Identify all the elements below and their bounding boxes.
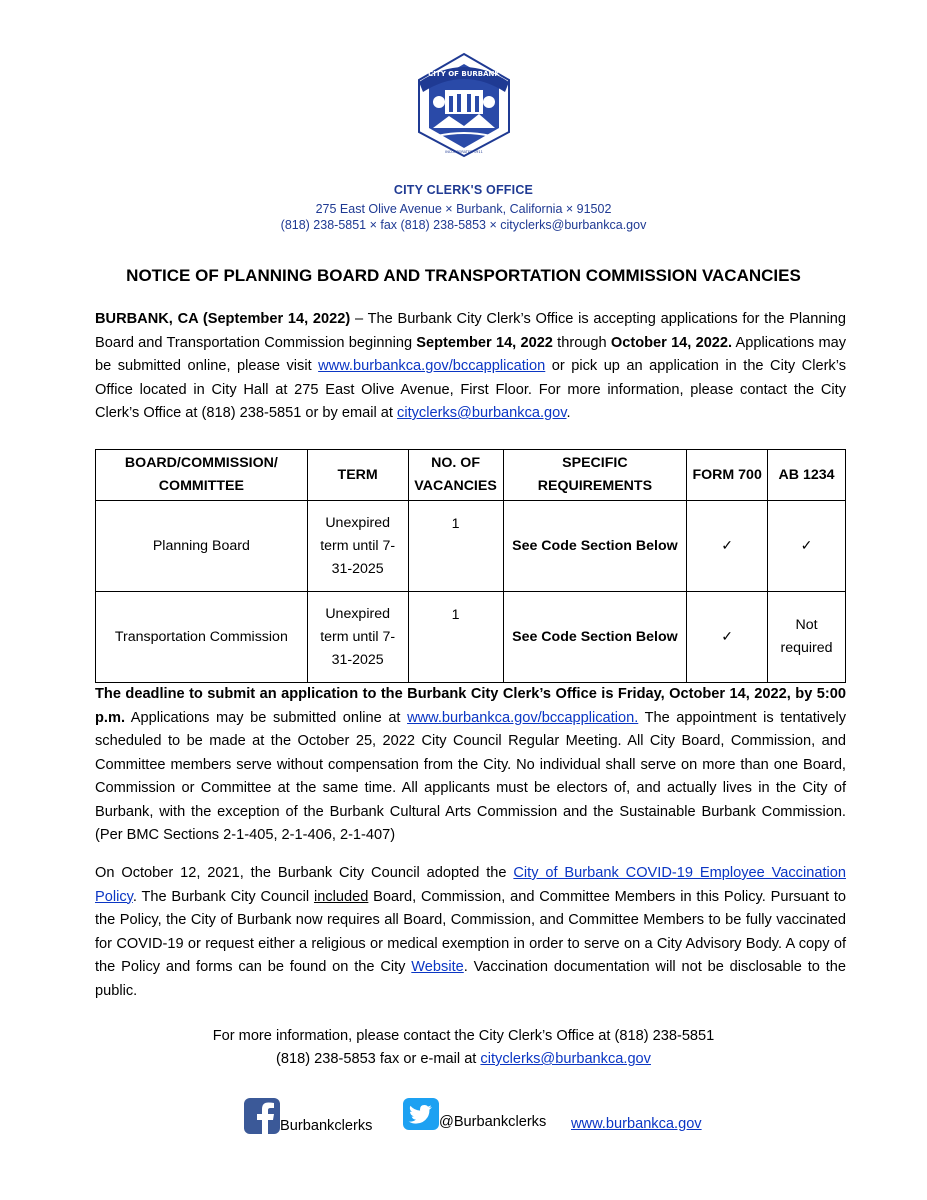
header-term: TERM <box>307 450 408 501</box>
cell-term: Unexpired term until 7-31-2025 <box>307 501 408 592</box>
covid-text-2: . The Burbank City Council <box>132 888 314 905</box>
cell-form700-check: ✓ <box>687 501 768 592</box>
cell-requirements: See Code Section Below <box>503 592 687 683</box>
website-link[interactable]: Website <box>411 959 464 975</box>
intro-text-1: – The Burbank City Clerk’s Office is accepting applications for the Planning Board and Transportation Commission beginning <box>95 311 847 351</box>
application-link[interactable]: www.burbankca.gov/bccapplication. <box>407 709 639 726</box>
covid-text-4: . Vaccination documentation will not be disclosable to the public. <box>95 959 847 999</box>
cell-vacancies: 1 <box>408 501 503 592</box>
twitter-link[interactable] <box>403 1098 546 1138</box>
table-row <box>96 501 846 592</box>
svg-text:CITY OF BURBANK: CITY OF BURBANK <box>428 70 500 78</box>
intro-text-3: Applications may be submitted online, please visit <box>95 334 847 374</box>
header-vacancies: NO. OF VACANCIES <box>408 450 503 501</box>
office-address: 275 East Olive Avenue × Burbank, California × 91502 <box>315 202 612 216</box>
deadline-text-1: Applications may be submitted online at <box>125 709 408 726</box>
clerk-email-link[interactable]: cityclerks@burbankca.gov <box>397 405 567 421</box>
intro-paragraph <box>95 308 846 426</box>
contact-line-1: For more information, please contact the City Clerk’s Office at (818) 238-5851 <box>212 1028 715 1044</box>
twitter-handle: @Burbankclerks <box>439 1114 547 1130</box>
intro-text-5: . <box>566 405 571 421</box>
facebook-icon <box>244 1098 280 1134</box>
covid-paragraph <box>95 862 846 1003</box>
contact-fax-text: (818) 238-5853 fax or e-mail at <box>276 1051 481 1067</box>
city-website-link[interactable]: www.burbankca.gov <box>571 1116 702 1132</box>
covid-text-3: Board, Commission, and Committee Members in this Policy. Pursuant to the Policy, the City of Burbank now requires all Board, Commission, and Committee Members to be fully vaccinated for COVID-19 or request either a religious or medical exemption in order to serve on a City Advisory Body. A copy of the Policy and forms can be found on the City <box>95 888 846 975</box>
cell-ab1234-check: ✓ <box>768 501 846 592</box>
website-footer <box>571 1116 702 1156</box>
office-contact: (818) 238-5851 × fax (818) 238-5853 × cityclerks@burbankca.gov <box>280 218 647 232</box>
twitter-icon <box>403 1098 439 1130</box>
deadline-bold: The deadline to submit an application to the Burbank City Clerk’s Office is Friday, October 14, 2022, by 5:00 p.m. <box>95 686 846 726</box>
facebook-handle: Burbankclerks <box>280 1118 373 1134</box>
header-form700: FORM 700 <box>687 450 768 501</box>
covid-text-1: On October 12, 2021, the Burbank City Council adopted the <box>95 865 514 881</box>
included-word: included <box>313 888 369 905</box>
office-name: CITY CLERK'S OFFICE <box>393 183 534 197</box>
vacancies-table <box>95 449 846 683</box>
deadline-text-2: The appointment is tentatively scheduled to be made at the October 25, 2022 City Council Regular Meeting. All City Board, Commission, and Committee members serve without compensation from the City. No individual shall serve on more than one Board, Commission or Committee at the same time. All applicants must be electors of, and actually lives in the City of Burbank, with the exception of the Burbank Cultural Arts Commission and the Sustainable Burbank Commission. (Per BMC Sections 2-1-405, 2-1-406, 2-1-407) <box>95 709 846 843</box>
notice-title: NOTICE OF PLANNING BOARD AND TRANSPORTATION COMMISSION VACANCIES <box>126 266 801 285</box>
cell-board-name: Planning Board <box>96 501 308 592</box>
table-row <box>96 592 846 683</box>
date-end: October 14, 2022. <box>610 334 733 351</box>
header-ab1234: AB 1234 <box>768 450 846 501</box>
contact-line-2 <box>0 1051 927 1067</box>
deadline-paragraph <box>95 683 846 848</box>
cell-board-name: Transportation Commission <box>96 592 308 683</box>
cell-term: Unexpired term until 7-31-2025 <box>307 592 408 683</box>
intro-text-2: through <box>552 334 611 351</box>
header-board: BOARD/COMMISSION/ COMMITTEE <box>96 450 308 501</box>
application-link[interactable]: www.burbankca.gov/bccapplication <box>318 358 546 374</box>
intro-text-4: or pick up an application in the City Clerk’s Office located in City Hall at 275 East Olive Avenue, First Floor. For more information, please contact the City Clerk’s Office at (818) 238-5851 or by email at <box>95 358 846 421</box>
cell-vacancies: 1 <box>408 592 503 683</box>
dateline: BURBANK, CA (September 14, 2022) <box>95 311 351 327</box>
city-seal-logo <box>415 52 513 158</box>
header-requirements: SPECIFIC REQUIREMENTS <box>503 450 687 501</box>
table-header-row <box>96 450 846 501</box>
cell-requirements: See Code Section Below <box>503 501 687 592</box>
cell-ab1234: Not required <box>768 592 846 683</box>
contact-email-link[interactable]: cityclerks@burbankca.gov <box>480 1051 651 1067</box>
facebook-link[interactable] <box>244 1098 372 1138</box>
date-start: September 14, 2022 <box>416 334 553 351</box>
cell-form700-check: ✓ <box>687 592 768 683</box>
vaccination-policy-link[interactable]: City of Burbank COVID-19 Employee Vaccination Policy <box>95 865 846 905</box>
svg-text:INCORPORATED 1911: INCORPORATED 1911 <box>445 150 483 154</box>
